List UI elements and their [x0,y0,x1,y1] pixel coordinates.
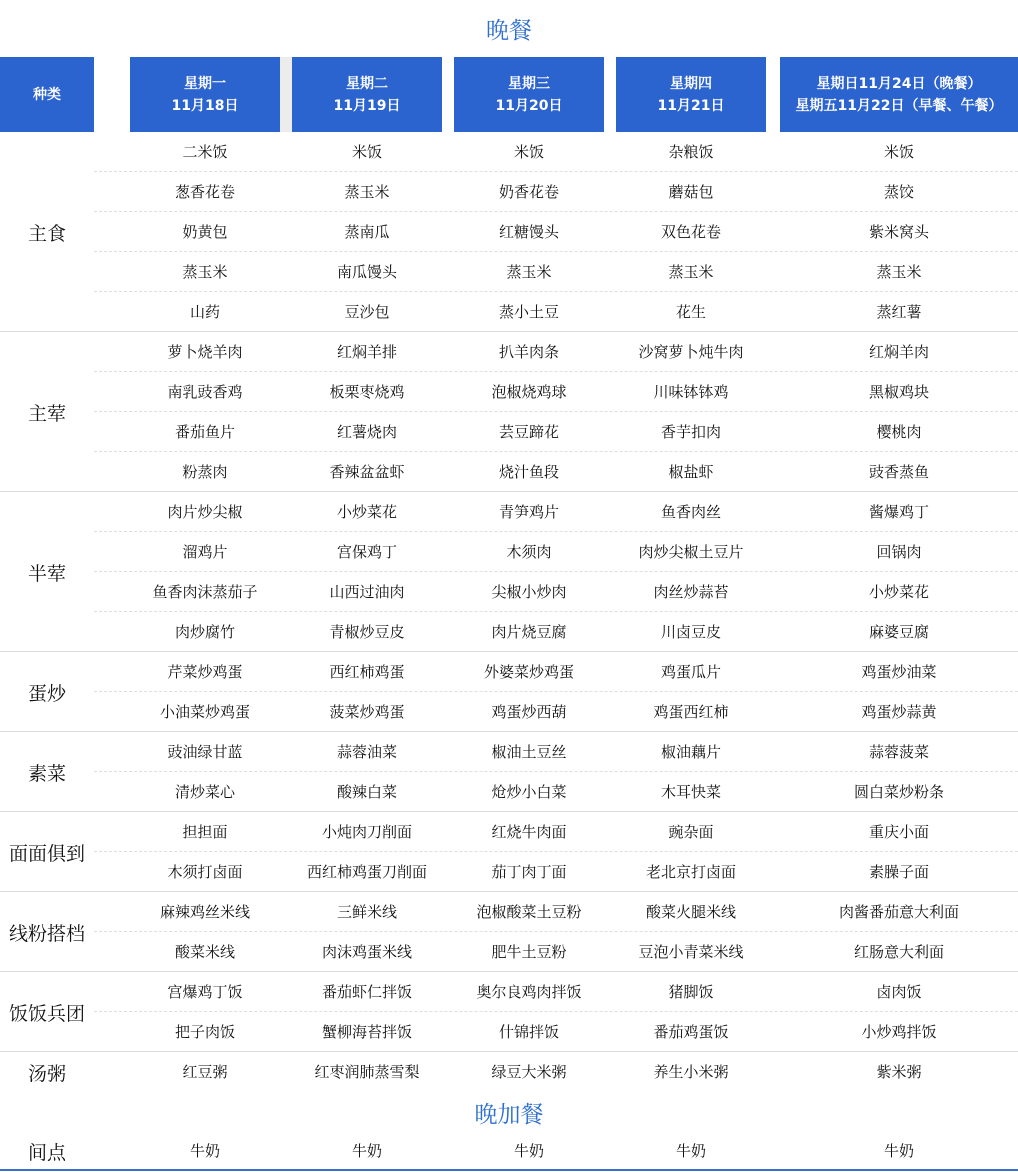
menu-item: 小炒菜花 [336,503,397,521]
dinner-title: 晚餐 [486,18,532,44]
category-5: 面面俱到 [8,842,85,865]
menu-item: 鸡蛋炒油菜 [861,663,937,681]
menu-item: 麻婆豆腐 [868,623,929,641]
menu-item: 山西过油肉 [329,583,405,601]
menu-item: 板栗枣烧鸡 [329,383,405,401]
menu-item: 牛奶 [675,1142,706,1160]
header-day-2-line1: 星期二 [346,75,388,92]
menu-item: 蒸玉米 [668,263,714,281]
category-2: 半荤 [27,562,66,585]
menu-item: 二米饭 [182,143,228,161]
menu-item: 花生 [675,303,706,321]
menu-item: 外婆菜炒鸡蛋 [483,663,574,681]
menu-item: 奶黄包 [182,223,228,241]
menu-item: 川卤豆皮 [660,623,721,641]
menu-item: 红焖羊排 [336,343,397,361]
menu-item: 木耳快菜 [660,783,721,801]
menu-item: 番茄虾仁拌饭 [321,983,412,1001]
header-category-label: 种类 [33,86,61,103]
menu-item: 担担面 [182,823,228,841]
menu-item: 蒸玉米 [182,263,228,281]
category-7: 饭饭兵团 [8,1002,85,1025]
menu-item: 青笋鸡片 [498,503,559,521]
menu-item: 泡椒烧鸡球 [491,383,567,401]
menu-item: 青椒炒豆皮 [329,623,405,641]
category-0: 主食 [27,222,66,245]
header-day-3 [454,57,604,132]
category-3: 蛋炒 [27,682,66,705]
menu-item: 溜鸡片 [182,543,228,561]
menu-item: 鱼香肉沫蒸茄子 [152,583,258,601]
menu-item: 肉片烧豆腐 [491,623,567,641]
menu-item: 蟹柳海苔拌饭 [321,1023,412,1041]
menu-item: 蒸玉米 [506,263,552,281]
menu-item: 番茄鱼片 [174,423,235,441]
menu-item: 小炒鸡拌饭 [861,1023,937,1041]
menu-item: 香辣盆盆虾 [329,463,405,481]
menu-item: 豌杂面 [668,823,714,841]
menu-item: 炝炒小白菜 [491,783,567,801]
header-category-cell [0,57,94,132]
menu-item: 葱香花卷 [174,183,235,201]
menu-item: 双色花卷 [660,223,721,241]
menu-item: 南瓜馒头 [336,263,397,281]
menu-item: 泡椒酸菜土豆粉 [476,903,582,921]
menu-item: 红焖羊肉 [868,343,929,361]
menu-item: 牛奶 [883,1142,914,1160]
menu-item: 奥尔良鸡肉拌饭 [476,983,582,1001]
menu-item: 烧汁鱼段 [498,463,559,481]
menu-item: 红烧牛肉面 [491,823,567,841]
menu-item: 米饭 [513,143,544,161]
menu-item: 紫米窝头 [868,223,929,241]
header-day-5 [780,57,1018,132]
header-day-3-line2: 11月20日 [495,97,563,114]
header-day-4-line2: 11月21日 [657,97,725,114]
menu-item: 小油菜炒鸡蛋 [159,703,250,721]
menu-item: 红糖馒头 [498,223,559,241]
menu-item: 酸菜米线 [174,943,235,961]
late-meal-title: 晚加餐 [474,1102,544,1128]
header-day-1 [130,57,280,132]
header-day-2-line2: 11月19日 [333,97,401,114]
header-day-1-line1: 星期一 [184,75,226,92]
menu-item: 肉沫鸡蛋米线 [321,943,412,961]
menu-item: 豆泡小青菜米线 [638,943,744,961]
menu-item: 尖椒小炒肉 [491,583,567,601]
menu-item: 清炒菜心 [174,783,235,801]
header-day-5-line2: 星期五11月22日（早餐、午餐） [795,97,1003,114]
category-4: 素菜 [27,762,66,785]
menu-item: 杂粮饭 [668,143,714,161]
menu-item: 香芋扣肉 [660,423,721,441]
menu-item: 蒸饺 [883,183,914,201]
menu-item: 西红柿鸡蛋 [329,663,405,681]
menu-item: 蒸小土豆 [498,303,559,321]
menu-item: 养生小米粥 [653,1063,729,1081]
menu-item: 肉片炒尖椒 [167,503,243,521]
menu-item: 肉丝炒蒜苔 [653,583,729,601]
menu-item: 木须打卤面 [167,863,243,881]
menu-item: 川味钵钵鸡 [653,383,729,401]
menu-item: 菠菜炒鸡蛋 [329,703,405,721]
menu-item: 小炖肉刀削面 [321,823,412,841]
menu-item: 肉炒腐竹 [174,623,235,641]
header-gap [280,57,292,132]
menu-item: 红枣润肺蒸雪梨 [314,1063,420,1081]
menu-item: 粉蒸肉 [182,463,228,481]
menu-item: 酱爆鸡丁 [868,503,929,521]
category-8: 汤粥 [27,1062,66,1085]
menu-item: 老北京打卤面 [645,863,736,881]
category-1: 主荤 [27,402,66,425]
menu-item: 红薯烧肉 [336,423,397,441]
header-day-2 [292,57,442,132]
menu-item: 番茄鸡蛋饭 [653,1023,729,1041]
menu-item: 什锦拌饭 [498,1023,559,1041]
menu-item: 木须肉 [506,543,552,561]
menu-item: 椒油土豆丝 [491,743,567,761]
menu-item: 黑椒鸡块 [868,383,929,401]
menu-item: 沙窝萝卜炖牛肉 [638,343,744,361]
category-late: 间点 [27,1141,66,1164]
menu-item: 卤肉饭 [876,983,922,1001]
header-day-5-line1: 星期日11月24日（晚餐） [816,75,982,92]
menu-item: 豉油绿甘蓝 [167,743,243,761]
menu-item: 南乳豉香鸡 [167,383,243,401]
menu-item: 肥牛土豆粉 [491,943,567,961]
menu-item: 宫爆鸡丁饭 [167,983,243,1001]
menu-item: 酸辣白菜 [336,783,397,801]
menu-item: 红肠意大利面 [853,943,944,961]
menu-item: 米饭 [883,143,914,161]
category-6: 线粉搭档 [8,922,85,945]
menu-item: 米饭 [351,143,382,161]
menu-item: 三鲜米线 [336,903,397,921]
menu-item: 蒸红薯 [876,303,922,321]
menu-item: 红豆粥 [182,1063,228,1081]
menu-item: 茄丁肉丁面 [491,863,567,881]
menu-item: 肉酱番茄意大利面 [838,903,959,921]
menu-item: 回锅肉 [876,543,922,561]
menu-item: 西红柿鸡蛋刀削面 [306,863,427,881]
menu-item: 扒羊肉条 [498,343,559,361]
menu-item: 蒸玉米 [876,263,922,281]
menu-item: 山药 [189,303,220,321]
menu-item: 鸡蛋炒西葫 [491,703,567,721]
menu-item: 牛奶 [513,1142,544,1160]
menu-item: 豉香蒸鱼 [868,463,929,481]
header-day-4 [616,57,766,132]
menu-item: 椒盐虾 [668,463,714,481]
menu-item: 重庆小面 [868,823,929,841]
menu-item: 鸡蛋西红柿 [653,703,729,721]
menu-item: 圆白菜炒粉条 [853,783,944,801]
menu-item: 牛奶 [351,1142,382,1160]
menu-item: 宫保鸡丁 [336,543,397,561]
menu-item: 椒油藕片 [660,743,721,761]
menu-item: 樱桃肉 [876,423,922,441]
menu-item: 芹菜炒鸡蛋 [167,663,243,681]
menu-item: 紫米粥 [876,1063,922,1081]
menu-item: 肉炒尖椒土豆片 [638,543,744,561]
menu-item: 奶香花卷 [498,183,559,201]
menu-item: 鸡蛋瓜片 [660,663,721,681]
menu-item: 牛奶 [189,1142,220,1160]
header-day-3-line1: 星期三 [508,75,550,92]
menu-item: 绿豆大米粥 [491,1063,567,1081]
menu-item: 蒸南瓜 [344,223,390,241]
menu-item: 小炒菜花 [868,583,929,601]
menu-item: 猪脚饭 [668,983,714,1001]
menu-item: 麻辣鸡丝米线 [159,903,250,921]
menu-item: 鸡蛋炒蒜黄 [861,703,937,721]
menu-item: 素臊子面 [868,863,929,881]
header-day-1-line2: 11月18日 [171,97,239,114]
menu-item: 萝卜烧羊肉 [167,343,243,361]
menu-item: 把子肉饭 [174,1023,235,1041]
menu-item: 蒜蓉油菜 [336,743,397,761]
header-day-4-line1: 星期四 [670,75,712,92]
menu-item: 鱼香肉丝 [660,503,721,521]
menu-item: 蒸玉米 [344,183,390,201]
menu-item: 蘑菇包 [668,183,714,201]
menu-item: 酸菜火腿米线 [645,903,736,921]
bottom-rule [0,1169,1018,1171]
menu-item: 蒜蓉菠菜 [868,743,929,761]
menu-item: 芸豆蹄花 [498,423,559,441]
menu-item: 豆沙包 [344,303,390,321]
